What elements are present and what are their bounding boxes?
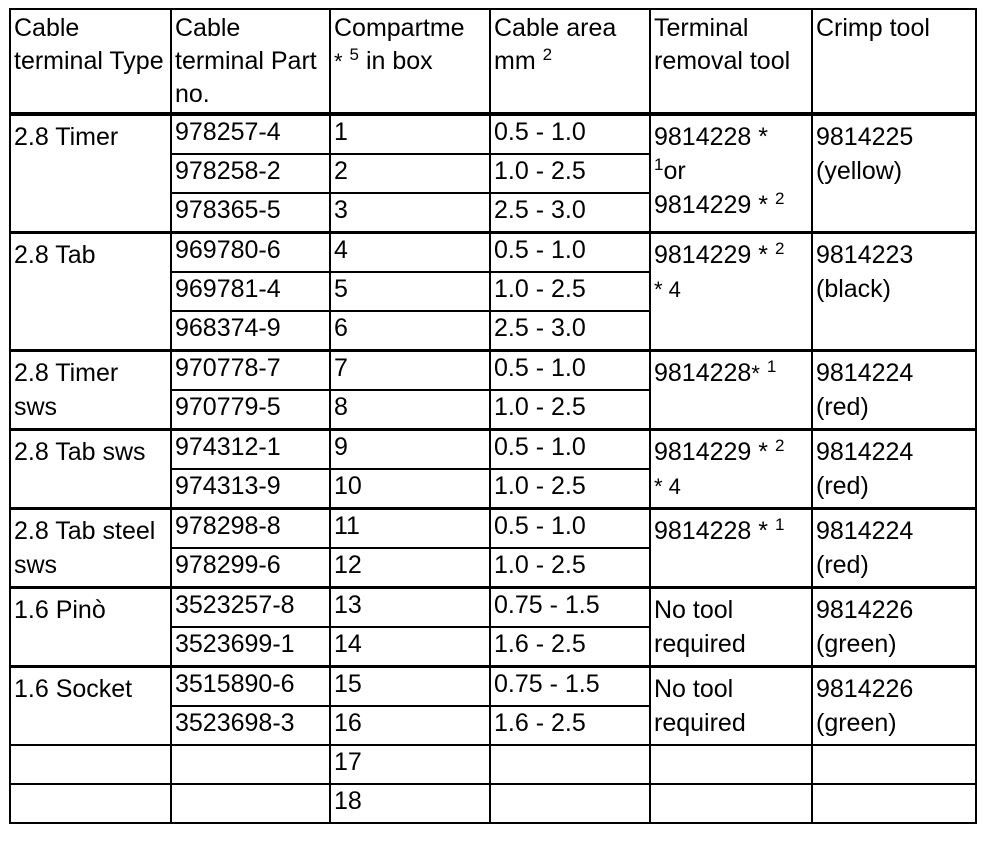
removal-tool	[650, 430, 812, 509]
part-number	[171, 745, 330, 784]
removal-tool-line2: * 4	[654, 277, 681, 302]
part-number: 3523698-3	[171, 706, 330, 745]
header-row	[10, 9, 976, 114]
removal-tool-line1: 9814229 *	[654, 438, 775, 466]
crimp-tool: 9814224 (red)	[812, 351, 976, 430]
removal-tool: No tool required	[650, 588, 812, 667]
header-area-sup: 2	[542, 45, 553, 64]
cable-area: 0.5 - 1.0	[490, 351, 650, 391]
table-row	[10, 667, 976, 707]
header-compartment	[330, 9, 490, 114]
cable-area: 1.6 - 2.5	[490, 706, 650, 745]
removal-tool-sup1: 1	[766, 357, 777, 376]
removal-tool-line1: 9814229 *	[654, 241, 775, 269]
table-row	[10, 745, 976, 784]
cable-area: 2.5 - 3.0	[490, 193, 650, 233]
part-number: 978299-6	[171, 548, 330, 588]
part-number: 974313-9	[171, 469, 330, 509]
cable-area	[490, 784, 650, 823]
compartment: 13	[330, 588, 490, 628]
cable-area: 0.75 - 1.5	[490, 667, 650, 707]
part-number: 969781-4	[171, 272, 330, 311]
header-area-label: Cable area mm	[494, 14, 617, 75]
part-number: 970779-5	[171, 390, 330, 430]
removal-tool	[650, 509, 812, 588]
cable-area: 0.5 - 1.0	[490, 114, 650, 154]
crimp-tool: 9814223 (black)	[812, 233, 976, 351]
compartment: 12	[330, 548, 490, 588]
part-number: 3523257-8	[171, 588, 330, 628]
compartment: 11	[330, 509, 490, 549]
compartment: 4	[330, 233, 490, 273]
part-number: 969780-6	[171, 233, 330, 273]
crimp-tool: 9814224 (red)	[812, 509, 976, 588]
compartment: 17	[330, 745, 490, 784]
terminal-type: 1.6 Socket	[10, 667, 171, 746]
terminal-type	[10, 784, 171, 823]
part-number: 3523699-1	[171, 627, 330, 667]
table-row	[10, 351, 976, 391]
crimp-tool: 9814226 (green)	[812, 667, 976, 746]
removal-tool	[650, 351, 812, 430]
compartment: 3	[330, 193, 490, 233]
removal-tool	[650, 114, 812, 233]
table-row	[10, 233, 976, 273]
cable-area: 0.5 - 1.0	[490, 430, 650, 470]
part-number: 3515890-6	[171, 667, 330, 707]
removal-tool-sup1: 1	[654, 155, 664, 174]
crimp-tool	[812, 745, 976, 784]
terminal-type: 1.6 Pinò	[10, 588, 171, 667]
header-removal-tool: Terminal removal tool	[650, 9, 812, 114]
removal-tool-line1: 9814228 *	[654, 123, 769, 151]
removal-tool-line2: * 4	[654, 474, 681, 499]
compartment: 14	[330, 627, 490, 667]
part-number: 968374-9	[171, 311, 330, 351]
removal-tool-line1: 9814228 *	[654, 517, 775, 545]
removal-tool-star: *	[751, 361, 760, 386]
terminal-type: 2.8 Tab	[10, 233, 171, 351]
table-row	[10, 430, 976, 470]
cable-area: 2.5 - 3.0	[490, 311, 650, 351]
table-row	[10, 784, 976, 823]
header-part: Cable terminal Part no.	[171, 9, 330, 114]
table-row	[10, 114, 976, 154]
cable-area: 1.0 - 2.5	[490, 469, 650, 509]
removal-tool-sup3: 2	[774, 189, 785, 208]
removal-tool: No tool required	[650, 667, 812, 746]
compartment: 5	[330, 272, 490, 311]
terminal-type: 2.8 Timer	[10, 114, 171, 233]
header-compartment-label: Compartme	[334, 14, 465, 42]
compartment: 6	[330, 311, 490, 351]
header-compartment-star: *	[334, 49, 343, 74]
compartment: 18	[330, 784, 490, 823]
compartment: 10	[330, 469, 490, 509]
removal-tool	[650, 233, 812, 351]
compartment: 15	[330, 667, 490, 707]
header-compartment-tail: in box	[365, 47, 433, 75]
part-number: 978365-5	[171, 193, 330, 233]
part-number: 978258-2	[171, 154, 330, 193]
removal-tool-sup1: 1	[774, 515, 785, 534]
compartment: 8	[330, 390, 490, 430]
crimp-tool: 9814225 (yellow)	[812, 114, 976, 233]
header-area	[490, 9, 650, 114]
header-compartment-note: 5	[349, 45, 359, 64]
cable-area: 1.0 - 2.5	[490, 390, 650, 430]
removal-tool-sup1: 2	[774, 239, 785, 258]
crimp-tool: 9814224 (red)	[812, 430, 976, 509]
removal-tool	[650, 745, 812, 784]
cable-terminal-table	[9, 8, 977, 824]
cable-area: 1.0 - 2.5	[490, 548, 650, 588]
cable-area	[490, 745, 650, 784]
terminal-type	[10, 745, 171, 784]
cable-area: 1.0 - 2.5	[490, 154, 650, 193]
compartment: 2	[330, 154, 490, 193]
table-row	[10, 509, 976, 549]
header-crimp-tool: Crimp tool	[812, 9, 976, 114]
compartment: 1	[330, 114, 490, 154]
terminal-type: 2.8 Tab steel sws	[10, 509, 171, 588]
removal-tool-line3: 9814229 *	[654, 191, 775, 219]
cable-area: 0.5 - 1.0	[490, 509, 650, 549]
crimp-tool: 9814226 (green)	[812, 588, 976, 667]
cable-area: 1.6 - 2.5	[490, 627, 650, 667]
cable-area: 1.0 - 2.5	[490, 272, 650, 311]
part-number: 970778-7	[171, 351, 330, 391]
terminal-type: 2.8 Tab sws	[10, 430, 171, 509]
removal-tool-sup1: 2	[774, 436, 785, 455]
cable-area: 0.75 - 1.5	[490, 588, 650, 628]
removal-tool-line2: or	[663, 157, 686, 185]
crimp-tool	[812, 784, 976, 823]
removal-tool-line1: 9814228	[654, 359, 752, 387]
compartment: 9	[330, 430, 490, 470]
part-number: 978257-4	[171, 114, 330, 154]
part-number: 974312-1	[171, 430, 330, 470]
table-row	[10, 588, 976, 628]
removal-tool	[650, 784, 812, 823]
compartment: 7	[330, 351, 490, 391]
cable-area: 0.5 - 1.0	[490, 233, 650, 273]
part-number: 978298-8	[171, 509, 330, 549]
part-number	[171, 784, 330, 823]
terminal-type: 2.8 Timer sws	[10, 351, 171, 430]
compartment: 16	[330, 706, 490, 745]
header-type: Cable terminal Type	[10, 9, 171, 114]
